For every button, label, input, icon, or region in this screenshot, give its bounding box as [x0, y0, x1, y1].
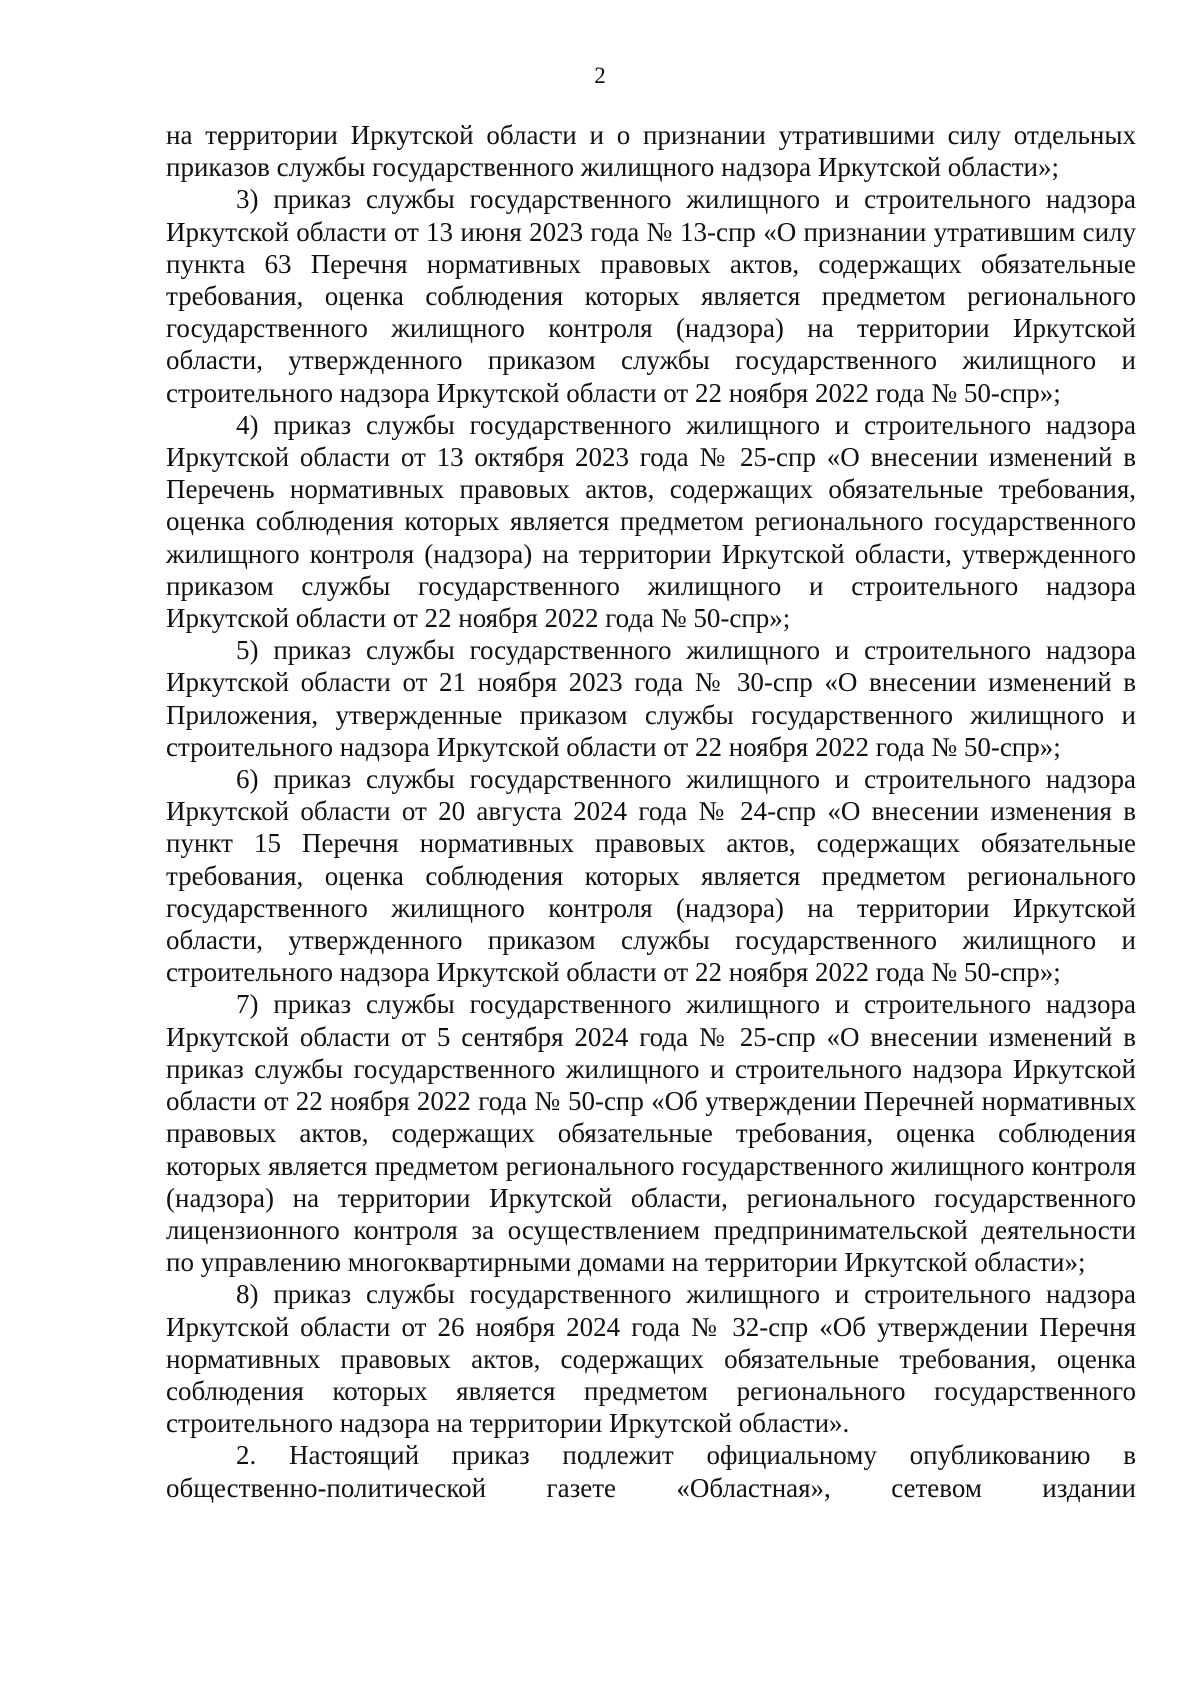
- paragraph-item-8: 8) приказ службы государственного жилищного и строительного надзора Иркутской области от 26 ноября 2024 года № 32-спр «Об утверждении Перечня нормативных правовых актов, содержащих обязательные требования, оценка соблюдения которых является предметом регионального государственного строительного надзора на территории Иркутской области».: [166, 1279, 1136, 1439]
- paragraph-continuation: на территории Иркутской области и о признании утратившими силу отдельных приказов службы государственного жилищного надзора Иркутской области»;: [166, 120, 1136, 183]
- paragraph-clause-2: 2. Настоящий приказ подлежит официальному опубликованию в общественно-политической газете «Областная», сетевом издании: [166, 1440, 1136, 1503]
- paragraph-item-3: 3) приказ службы государственного жилищного и строительного надзора Иркутской области от 13 июня 2023 года № 13-спр «О признании утратившим силу пункта 63 Перечня нормативных правовых актов, содержащих обязательные требования, оценка соблюдения которых является предметом регионального государственного жилищного контроля (надзора) на территории Иркутской области, утвержденного приказом службы государственного жилищного и строительного надзора Иркутской области от 22 ноября 2022 года № 50-спр»;: [166, 184, 1136, 408]
- paragraph-item-4: 4) приказ службы государственного жилищного и строительного надзора Иркутской области от 13 октября 2023 года № 25-спр «О внесении изменений в Перечень нормативных правовых актов, содержащих обязательные требования, оценка соблюдения которых является предметом регионального государственного жилищного контроля (надзора) на территории Иркутской области, утвержденного приказом службы государственного жилищного и строительного надзора Иркутской области от 22 ноября 2022 года № 50-спр»;: [166, 409, 1136, 634]
- paragraph-item-5: 5) приказ службы государственного жилищного и строительного надзора Иркутской области от 21 ноября 2023 года № 30-спр «О внесении изменений в Приложения, утвержденные приказом службы государственного жилищного и строительного надзора Иркутской области от 22 ноября 2022 года № 50-спр»;: [166, 635, 1136, 762]
- page-number: 2: [594, 63, 606, 88]
- document-body: [166, 119, 1136, 1504]
- paragraph-item-7: 7) приказ службы государственного жилищного и строительного надзора Иркутской области от 5 сентября 2024 года № 25-спр «О внесении изменений в приказ службы государственного жилищного и строительного надзора Иркутской области от 22 ноября 2022 года № 50-спр «Об утверждении Перечней нормативных правовых актов, содержащих обязательные требования, оценка соблюдения которых является предметом регионального государственного жилищного контроля (надзора) на территории Иркутской области, регионального государственного лицензионного контроля за осуществлением предпринимательской деятельности по управлению многоквартирными домами на территории Иркутской области»;: [166, 989, 1136, 1278]
- paragraph-item-6: 6) приказ службы государственного жилищного и строительного надзора Иркутской области от 20 августа 2024 года № 24-спр «О внесении изменения в пункт 15 Перечня нормативных правовых актов, содержащих обязательные требования, оценка соблюдения которых является предметом регионального государственного жилищного контроля (надзора) на территории Иркутской области, утвержденного приказом службы государственного жилищного и строительного надзора Иркутской области от 22 ноября 2022 года № 50-спр»;: [166, 764, 1136, 988]
